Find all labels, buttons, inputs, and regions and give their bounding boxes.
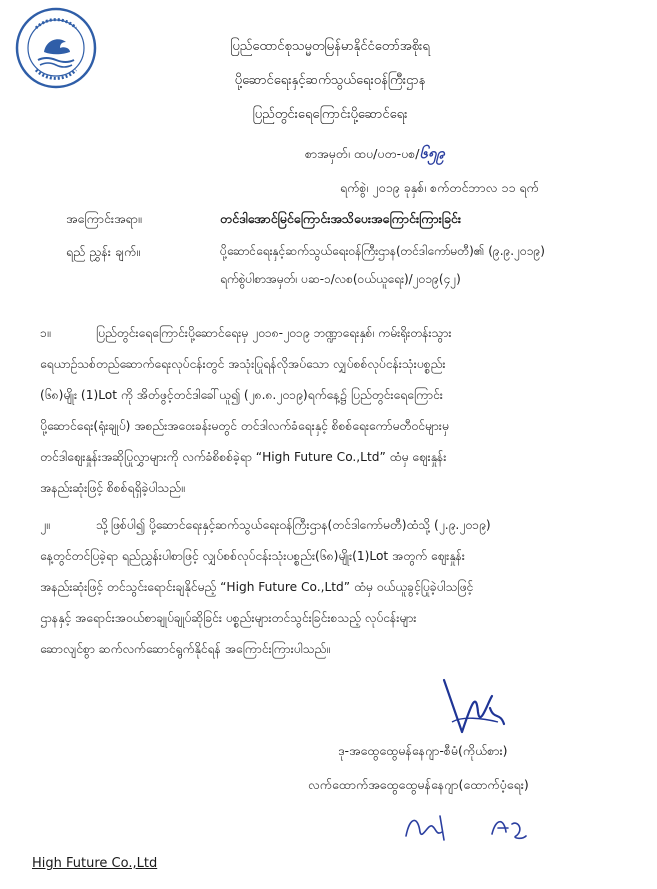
recipient-company: High Future Co.,Ltd (32, 856, 158, 871)
signatory-line-2: လက်ထောက်အထွေထွေမန်နေဂျာ(ထောက်ပံ့ရေး) (308, 777, 529, 792)
reference-label: ရည် ညွှန်း ချက်။ (66, 244, 140, 259)
reference-line-1: ပို့ဆောင်ရေးနှင့်ဆက်သွယ်ရေးဝန်ကြီးဌာန(တင်ဒါကော်မတီ)၏ (၉.၉.၂၀၁၉) (220, 244, 545, 258)
paragraph-line: ဌာနနှင့် အရောင်းအဝယ်စာချုပ်ချုပ်ဆိုခြင်း ပစ္စည်းများတင်သွင်းခြင်းစသည့် လုပ်ငန်းများ (40, 611, 417, 625)
paragraph-line: အနည်းဆုံးဖြင့် တင်သွင်းရောင်းချနိုင်မည့် “High Future Co.,Ltd” ထံမှ ဝယ်ယူခွင့်ပြုခဲ့ပါသဖြင့် (40, 580, 474, 594)
paragraph-2 (40, 510, 622, 665)
paragraph-line: ရေယာဉ်သစ်တည်ဆောက်ရေးလုပ်ငန်းတွင် အသုံးပြုရန်လိုအပ်သော လျှပ်စစ်လုပ်ငန်းသုံးပစ္စည်း (40, 357, 446, 371)
reference-line-2: ရက်စွဲပါစာအမှတ်၊ ပဆ-၁/လစ(ဝယ်ယူရေး)/၂၀၁၉(၄၂) (220, 272, 461, 286)
letter-date: ရက်စွဲ၊ ၂၀၁၉ ခုနှစ်၊ စက်တင်ဘာလ ၁၁ ရက် (340, 180, 539, 195)
inland-water-transport-logo (14, 6, 98, 90)
signatory-line-1: ဒု-အထွေထွေမန်နေဂျာ-စီမံ(ကိုယ်စား) (338, 743, 508, 758)
paragraph-line: ၂။ သို့ဖြစ်ပါ၍ ပို့ဆောင်ရေးနှင့်ဆက်သွယ်ရေးဝန်ကြီးဌာန(တင်ဒါကော်မတီ)ထံသို့ (၂.၉.၂၀၁၉) (40, 510, 622, 541)
department-title: ပြည်တွင်းရေကြောင်းပို့ဆောင်ရေး (252, 107, 408, 122)
paragraph-line: ၁။ ပြည်တွင်းရေကြောင်းပို့ဆောင်ရေးမှ ၂၀၁၈-၂၀၁၉ ဘဏ္ဍာရေးနှစ်၊ ကမ်းရိုးတန်းသွား (40, 318, 622, 349)
handwritten-signature (432, 672, 522, 742)
ministry-title: ပို့ဆောင်ရေးနှင့်ဆက်သွယ်ရေးဝန်ကြီးဌာန (234, 73, 426, 88)
logo-bird (44, 39, 70, 54)
paragraph-1 (40, 318, 622, 504)
reference-number (305, 144, 445, 166)
paragraph-line: အနည်းဆုံးဖြင့် စိစစ်ရရှိခဲ့ပါသည်။ (40, 481, 185, 495)
paragraph-line: နေ့တွင်တင်ပြခဲ့ရာ ရည်ညွှန်းပါစာဖြင့် လျှပ်စစ်လုပ်ငန်းသုံးပစ္စည်း(၆၈)မျိုး(1)Lot အတွက် ဈေးနှုန်း (40, 549, 465, 563)
paragraph-line: တင်ဒါဈေးနှုန်းအဆိုပြုလွှာများကို လက်ခံစိစစ်ခဲ့ရာ “High Future Co.,Ltd” ထံမှ ဈေးနှုန်း (40, 450, 447, 464)
paragraph-line: ဆောလျင်စွာ ဆက်လက်ဆောင်ရွက်နိုင်ရန် အကြောင်းကြားပါသည်။ (40, 642, 330, 656)
government-title: ပြည်ထောင်စုသမ္မတမြန်မာနိုင်ငံတော်အစိုးရ (230, 39, 430, 54)
paragraph-line: (၆၈)မျိုး (1)Lot ကို အိတ်ဖွင့်တင်ဒါခေါ်ယူ၍ (၂၈.၈.၂၀၁၉)ရက်နေ့၌ ပြည်တွင်းရေကြောင်း (40, 388, 443, 402)
subject-label: အကြောင်းအရာ။ (66, 211, 142, 226)
paragraph-number: ၂။ (40, 518, 50, 532)
reference-prefix: စာအမှတ်၊ ထပ/ပတ-ပစ/ (305, 146, 420, 161)
paragraph-number: ၁။ (40, 326, 51, 340)
handwritten-initials (400, 806, 540, 846)
subject-text: တင်ဒါအောင်မြင်ကြောင်းအသိပေးအကြောင်းကြားခြင်း (220, 211, 462, 226)
reference-number-handwritten: ၆၅၉ (419, 144, 445, 162)
paragraph-line: ပို့ဆောင်ရေး(ရုံးချုပ်) အစည်းအဝေးခန်းမတွင် တင်ဒါလက်ခံရေးနှင့် စိစစ်ရေးကော်မတီဝင်များမှ (40, 419, 449, 433)
